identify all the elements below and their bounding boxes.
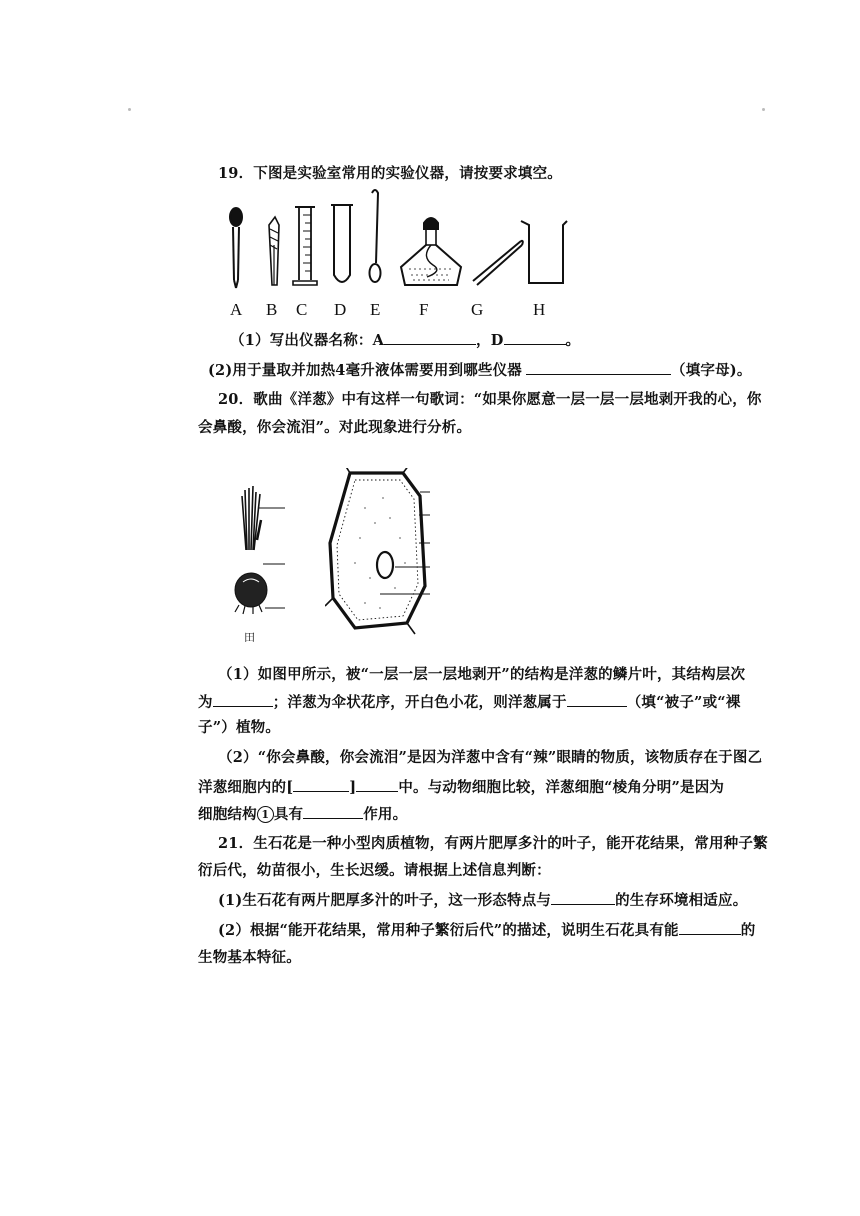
q20-part1-line1: （1）如图甲所示，被“一层一层一层地剥开”的结构是洋葱的鳞片叶，其结构层次 [218, 666, 746, 683]
q21-part2 [218, 920, 755, 941]
q20-part2-line2-b: ] [349, 779, 357, 796]
answer-blank-function[interactable] [303, 804, 363, 819]
q20-part2-line3-a: 细胞结构 [198, 806, 257, 823]
tweezers-icon [473, 241, 523, 285]
q20-stem-line2: 会鼻酸，你会流泪”。对此现象进行分析。 [198, 419, 472, 436]
q20-part2-line1: （2）“你会鼻酸，你会流泪”是因为洋葱中含有“辣”眼睛的物质，该物质存在于图乙 [218, 749, 763, 766]
answer-blank-environment[interactable] [551, 890, 615, 905]
q20-part1-line2-b: ；洋葱为伞状花序，开白色小花，则洋葱属于 [272, 694, 567, 711]
q20-part1-line2 [198, 692, 741, 713]
test-tube-icon [331, 205, 353, 282]
q20-part2-line3 [198, 804, 407, 825]
measuring-cylinder-icon [293, 207, 317, 285]
medicine-spoon-icon [370, 190, 381, 282]
figure-jia-label: 田 [244, 631, 256, 644]
instrument-label-a: A [230, 300, 243, 319]
q20-part2-line2-a: 洋葱细胞内的[ [198, 779, 294, 796]
circled-number-one: 1 [257, 806, 274, 823]
q21-part2-b: 的 [740, 922, 756, 939]
q21-part2-line2: 生物基本特征。 [198, 949, 301, 966]
q20-stem-line1: 20．歌曲《洋葱》中有这样一句歌词：“如果你愿意一层一层一层地剥开我的心，你 [218, 391, 762, 408]
q19-part2-end: （填字母)。 [671, 362, 752, 379]
alcohol-lamp-icon [401, 218, 461, 285]
q19-part2 [208, 360, 752, 381]
q20-part1-line2-a: 为 [198, 694, 213, 711]
q19-part1-mid: ，D [476, 332, 504, 349]
answer-blank-structure-number[interactable] [293, 777, 349, 792]
instrument-label-e: E [370, 300, 381, 319]
q21-part1-b: 的生存环境相适应。 [615, 892, 748, 909]
answer-blank-structure-name[interactable] [356, 777, 398, 792]
q20-part1-line3: 子”）植物。 [198, 719, 281, 736]
q21-part2-a: (2）根据“能开花结果，常用种子繁衍后代”的描述，说明生石花具有能 [218, 922, 679, 939]
q20-part2-line3-b: 具有 [273, 806, 304, 823]
q19-stem: 19．下图是实验室常用的实验仪器，请按要求填空。 [218, 165, 562, 182]
q20-part2-line2 [198, 777, 724, 798]
instrument-label-c: C [296, 300, 308, 319]
onion-cell-figure [325, 468, 445, 638]
q21-part1 [218, 890, 747, 911]
instrument-label-g: G [471, 300, 484, 319]
q21-part1-a: (1)生石花有两片肥厚多汁的叶子，这一形态特点与 [218, 892, 552, 909]
q19-part2-prefix: (2)用于量取并加热4毫升液体需要用到哪些仪器 [208, 362, 522, 379]
instrument-label-b: B [266, 300, 278, 319]
thermometer-icon [269, 217, 279, 285]
q20-part2-line2-c: 中。与动物细胞比较，洋葱细胞“棱角分明”是因为 [398, 779, 725, 796]
answer-blank-instruments[interactable] [526, 360, 671, 375]
answer-blank-structure-level[interactable] [213, 692, 273, 707]
instrument-label-d: D [334, 300, 347, 319]
q19-part1-end: 。 [565, 332, 581, 349]
scan-speck [128, 108, 131, 111]
q19-part1-prefix: （1）写出仪器名称：A [230, 332, 385, 349]
scan-speck [762, 108, 765, 111]
lab-instruments-figure [215, 185, 575, 295]
q20-part2-line3-c: 作用。 [363, 806, 408, 823]
instrument-label-f: F [419, 300, 429, 319]
q19-part1 [230, 330, 580, 351]
q21-stem-line2: 衍后代，幼苗很小，生长迟缓。请根据上述信息判断： [198, 862, 551, 879]
answer-blank-a[interactable] [384, 330, 476, 345]
q21-stem-line1: 21．生石花是一种小型肉质植物，有两片肥厚多汁的叶子，能开花结果，常用种子繁 [218, 835, 768, 852]
q20-part1-line2-c: （填“被子”或“裸 [626, 694, 741, 711]
instrument-label-h: H [533, 300, 546, 319]
dropper-icon [230, 208, 242, 288]
answer-blank-characteristic[interactable] [679, 920, 741, 935]
onion-plant-figure [225, 480, 295, 620]
beaker-icon [521, 221, 567, 283]
answer-blank-plant-type[interactable] [567, 692, 627, 707]
answer-blank-d[interactable] [504, 330, 566, 345]
